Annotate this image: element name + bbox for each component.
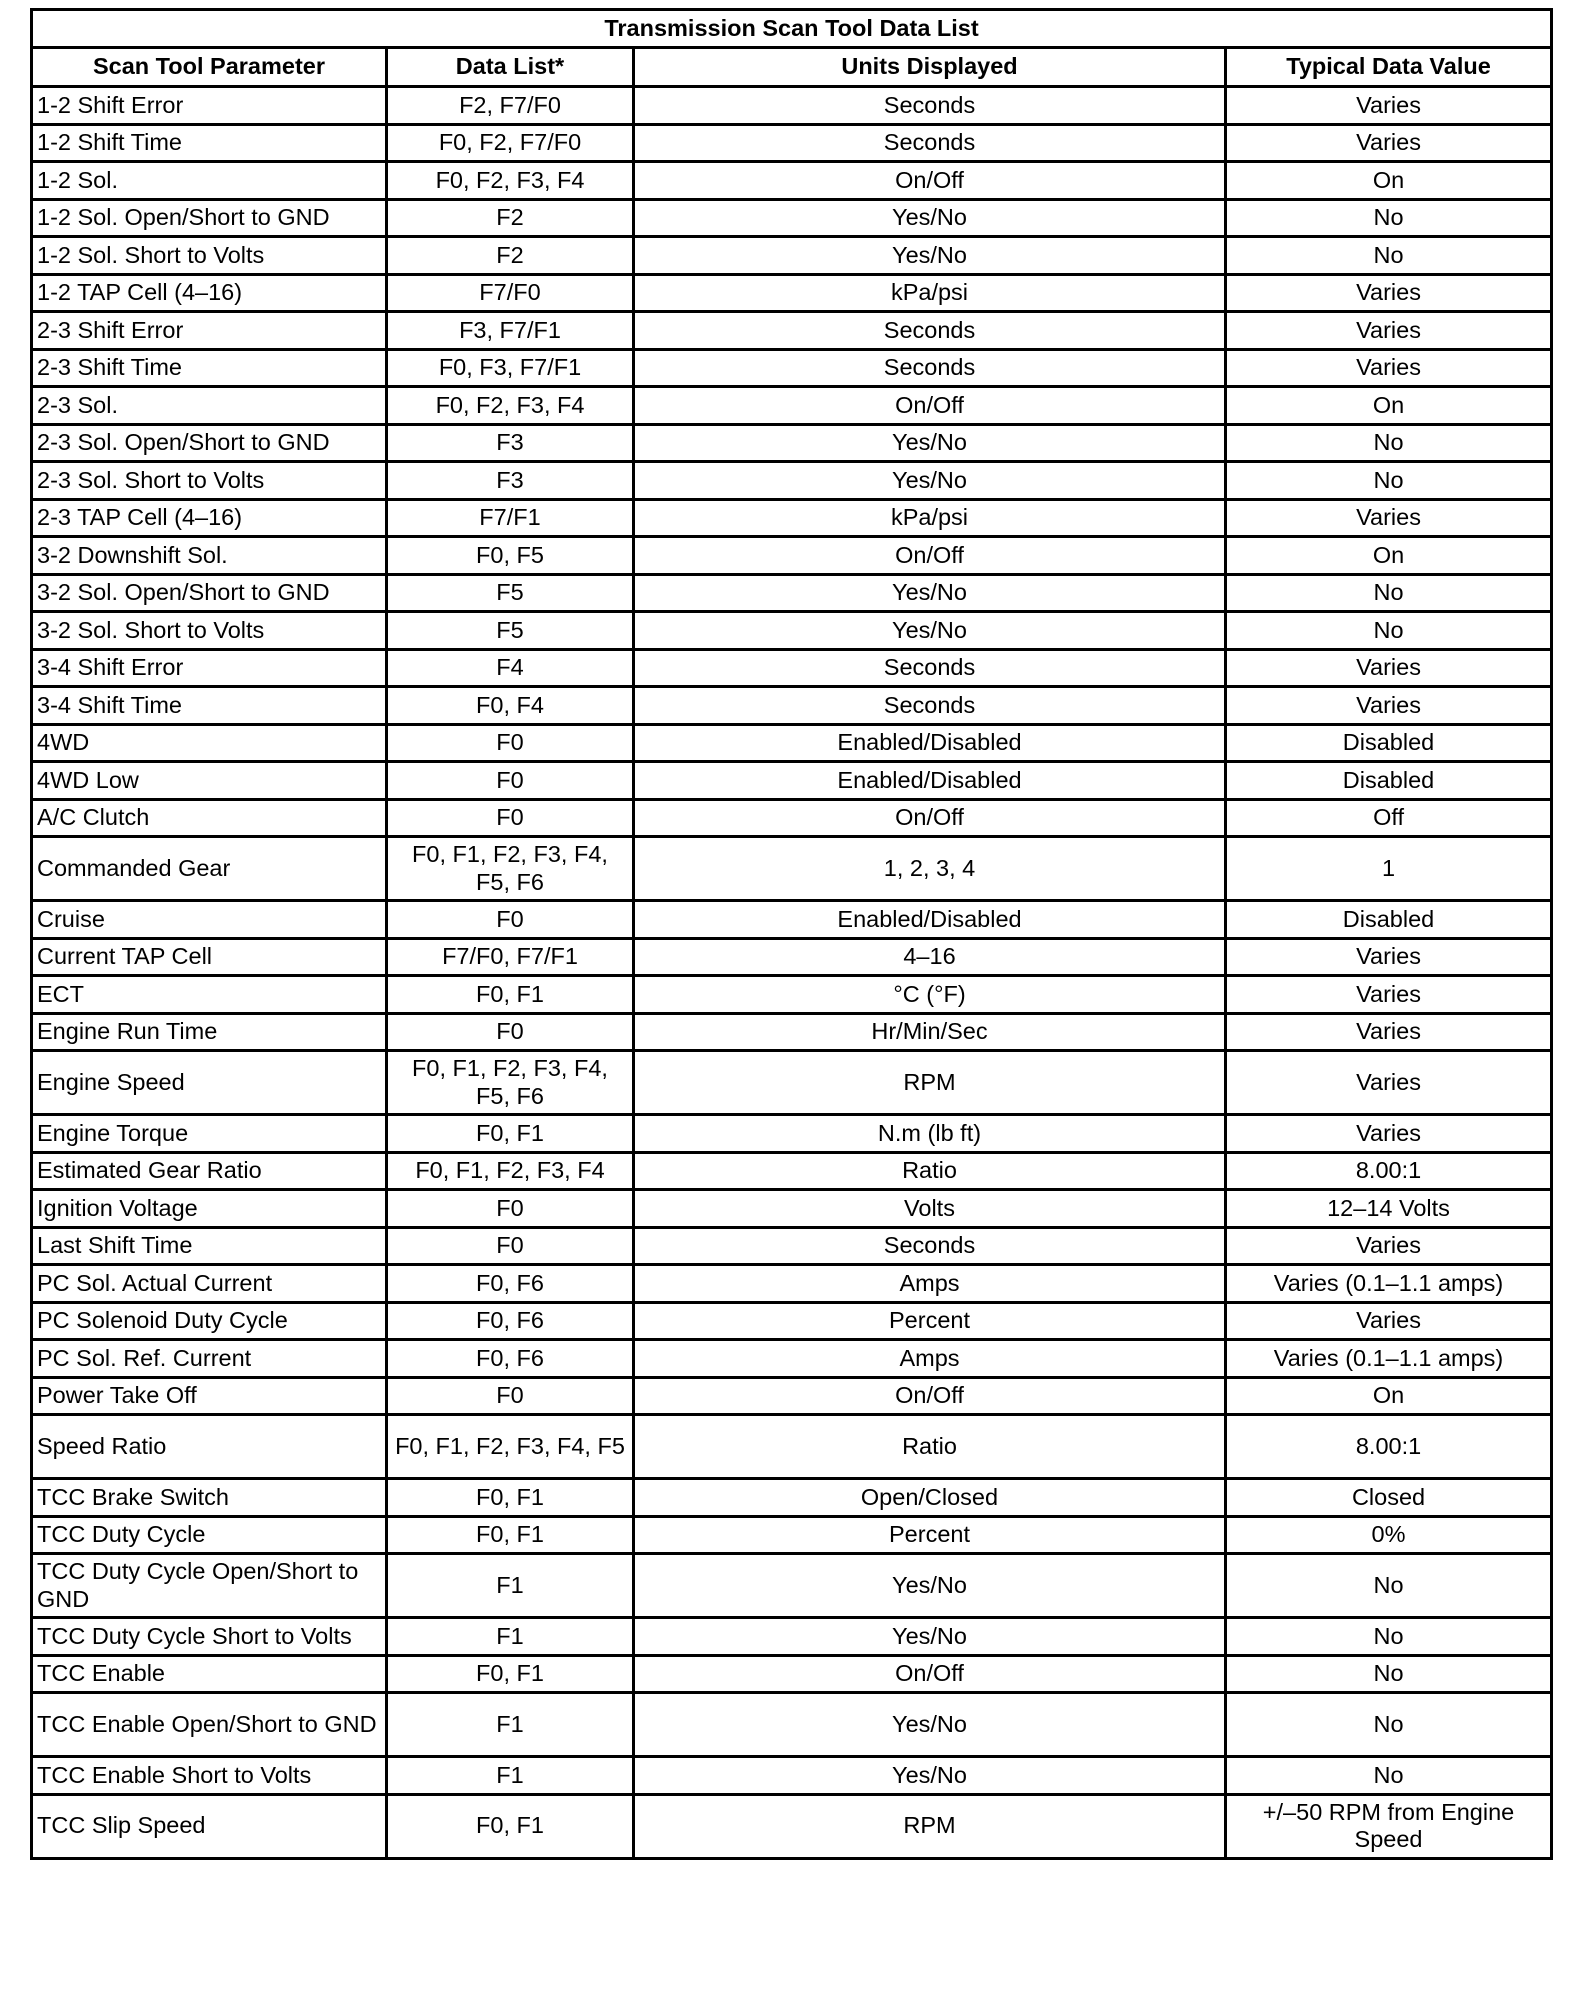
cell-parameter: 1-2 TAP Cell (4–16) — [32, 274, 387, 312]
column-header-units: Units Displayed — [634, 48, 1226, 87]
cell-units: 4–16 — [634, 938, 1226, 976]
cell-data-list: F0, F2, F7/F0 — [387, 124, 634, 162]
scan-tool-data-table — [30, 8, 1553, 1860]
cell-data-list: F0 — [387, 901, 634, 939]
cell-data-list: F7/F0, F7/F1 — [387, 938, 634, 976]
cell-data-list: F1 — [387, 1693, 634, 1757]
cell-data-list: F0, F1, F2, F3, F4, F5, F6 — [387, 1051, 634, 1115]
cell-parameter: 1-2 Sol. Open/Short to GND — [32, 199, 387, 237]
cell-typical-value: Disabled — [1226, 724, 1552, 762]
cell-typical-value: No — [1226, 574, 1552, 612]
cell-typical-value: No — [1226, 424, 1552, 462]
cell-units: Seconds — [634, 649, 1226, 687]
cell-parameter: Cruise — [32, 901, 387, 939]
table-row — [32, 124, 1552, 162]
cell-typical-value: Varies — [1226, 1227, 1552, 1265]
table-row — [32, 462, 1552, 500]
cell-typical-value: Varies — [1226, 976, 1552, 1014]
cell-typical-value: Varies — [1226, 938, 1552, 976]
cell-typical-value: Varies (0.1–1.1 amps) — [1226, 1265, 1552, 1303]
cell-data-list: F0, F1 — [387, 976, 634, 1014]
cell-data-list: F4 — [387, 649, 634, 687]
cell-parameter: A/C Clutch — [32, 799, 387, 837]
cell-units: Yes/No — [634, 199, 1226, 237]
cell-units: Amps — [634, 1265, 1226, 1303]
cell-units: Enabled/Disabled — [634, 901, 1226, 939]
cell-units: RPM — [634, 1794, 1226, 1858]
cell-typical-value: No — [1226, 462, 1552, 500]
cell-parameter: 2-3 Shift Time — [32, 349, 387, 387]
table-row — [32, 976, 1552, 1014]
cell-units: Yes/No — [634, 1693, 1226, 1757]
table-row — [32, 1152, 1552, 1190]
cell-parameter: 2-3 TAP Cell (4–16) — [32, 499, 387, 537]
cell-units: Seconds — [634, 1227, 1226, 1265]
cell-data-list: F5 — [387, 574, 634, 612]
cell-units: Seconds — [634, 312, 1226, 350]
table-row — [32, 387, 1552, 425]
cell-typical-value: Varies — [1226, 312, 1552, 350]
cell-data-list: F0, F1, F2, F3, F4, F5 — [387, 1415, 634, 1479]
cell-data-list: F0, F1 — [387, 1115, 634, 1153]
cell-units: Percent — [634, 1302, 1226, 1340]
cell-typical-value: No — [1226, 1757, 1552, 1795]
cell-data-list: F0, F1 — [387, 1516, 634, 1554]
cell-typical-value: +/–50 RPM from Engine Speed — [1226, 1794, 1552, 1858]
table-row — [32, 1377, 1552, 1415]
cell-data-list: F0, F5 — [387, 537, 634, 575]
cell-units: On/Off — [634, 1655, 1226, 1693]
cell-parameter: 2-3 Shift Error — [32, 312, 387, 350]
table-row — [32, 837, 1552, 901]
cell-parameter: TCC Enable Short to Volts — [32, 1757, 387, 1795]
table-body — [32, 87, 1552, 1859]
cell-units: Seconds — [634, 687, 1226, 725]
cell-units: Enabled/Disabled — [634, 724, 1226, 762]
cell-typical-value: Disabled — [1226, 901, 1552, 939]
cell-data-list: F0, F6 — [387, 1340, 634, 1378]
cell-parameter: 1-2 Shift Time — [32, 124, 387, 162]
cell-units: Enabled/Disabled — [634, 762, 1226, 800]
cell-typical-value: No — [1226, 1554, 1552, 1618]
cell-parameter: PC Sol. Actual Current — [32, 1265, 387, 1303]
cell-units: N.m (lb ft) — [634, 1115, 1226, 1153]
cell-data-list: F1 — [387, 1554, 634, 1618]
table-row — [32, 1655, 1552, 1693]
cell-units: Yes/No — [634, 574, 1226, 612]
cell-data-list: F3 — [387, 424, 634, 462]
table-row — [32, 87, 1552, 125]
table-row — [32, 1190, 1552, 1228]
cell-data-list: F0, F4 — [387, 687, 634, 725]
table-row — [32, 1618, 1552, 1656]
cell-typical-value: On — [1226, 387, 1552, 425]
cell-parameter: TCC Duty Cycle Open/Short to GND — [32, 1554, 387, 1618]
cell-data-list: F0, F1 — [387, 1794, 634, 1858]
table-row — [32, 312, 1552, 350]
cell-parameter: 1-2 Shift Error — [32, 87, 387, 125]
table-row — [32, 1227, 1552, 1265]
cell-parameter: 4WD — [32, 724, 387, 762]
table-title-row — [32, 10, 1552, 48]
cell-parameter: TCC Slip Speed — [32, 1794, 387, 1858]
table-row — [32, 199, 1552, 237]
cell-parameter: 3-2 Sol. Short to Volts — [32, 612, 387, 650]
cell-data-list: F0, F1, F2, F3, F4 — [387, 1152, 634, 1190]
cell-data-list: F3 — [387, 462, 634, 500]
cell-typical-value: 8.00:1 — [1226, 1152, 1552, 1190]
cell-data-list: F1 — [387, 1757, 634, 1795]
cell-parameter: Engine Speed — [32, 1051, 387, 1115]
table-row — [32, 537, 1552, 575]
cell-typical-value: No — [1226, 1618, 1552, 1656]
cell-units: Seconds — [634, 87, 1226, 125]
cell-typical-value: Varies — [1226, 349, 1552, 387]
table-row — [32, 274, 1552, 312]
table-row — [32, 349, 1552, 387]
cell-parameter: 3-2 Downshift Sol. — [32, 537, 387, 575]
table-row — [32, 1757, 1552, 1795]
cell-parameter: Power Take Off — [32, 1377, 387, 1415]
cell-units: On/Off — [634, 799, 1226, 837]
column-header-data-list: Data List* — [387, 48, 634, 87]
cell-typical-value: Varies — [1226, 87, 1552, 125]
cell-data-list: F0 — [387, 799, 634, 837]
cell-units: kPa/psi — [634, 499, 1226, 537]
cell-data-list: F2 — [387, 199, 634, 237]
cell-typical-value: On — [1226, 1377, 1552, 1415]
table-row — [32, 649, 1552, 687]
cell-typical-value: Varies — [1226, 1302, 1552, 1340]
table-row — [32, 762, 1552, 800]
table-row — [32, 574, 1552, 612]
cell-typical-value: Disabled — [1226, 762, 1552, 800]
cell-typical-value: Varies (0.1–1.1 amps) — [1226, 1340, 1552, 1378]
cell-data-list: F0, F1, F2, F3, F4, F5, F6 — [387, 837, 634, 901]
column-header-parameter: Scan Tool Parameter — [32, 48, 387, 87]
cell-typical-value: Varies — [1226, 274, 1552, 312]
table-row — [32, 424, 1552, 462]
cell-typical-value: Varies — [1226, 1013, 1552, 1051]
cell-typical-value: No — [1226, 612, 1552, 650]
cell-parameter: TCC Enable — [32, 1655, 387, 1693]
cell-parameter: TCC Enable Open/Short to GND — [32, 1693, 387, 1757]
cell-parameter: 3-4 Shift Error — [32, 649, 387, 687]
cell-typical-value: 0% — [1226, 1516, 1552, 1554]
cell-parameter: Estimated Gear Ratio — [32, 1152, 387, 1190]
cell-units: 1, 2, 3, 4 — [634, 837, 1226, 901]
table-row — [32, 799, 1552, 837]
cell-data-list: F0 — [387, 762, 634, 800]
cell-typical-value: On — [1226, 162, 1552, 200]
table-row — [32, 1554, 1552, 1618]
cell-data-list: F2 — [387, 237, 634, 275]
cell-typical-value: Closed — [1226, 1479, 1552, 1517]
cell-parameter: TCC Duty Cycle Short to Volts — [32, 1618, 387, 1656]
cell-data-list: F0, F3, F7/F1 — [387, 349, 634, 387]
table-title: Transmission Scan Tool Data List — [32, 10, 1552, 48]
cell-units: Yes/No — [634, 612, 1226, 650]
cell-parameter: Engine Run Time — [32, 1013, 387, 1051]
cell-units: °C (°F) — [634, 976, 1226, 1014]
cell-typical-value: Varies — [1226, 124, 1552, 162]
cell-parameter: 2-3 Sol. — [32, 387, 387, 425]
table-row — [32, 499, 1552, 537]
cell-parameter: TCC Brake Switch — [32, 1479, 387, 1517]
cell-units: RPM — [634, 1051, 1226, 1115]
cell-typical-value: No — [1226, 237, 1552, 275]
table-row — [32, 1415, 1552, 1479]
cell-typical-value: No — [1226, 1693, 1552, 1757]
cell-data-list: F3, F7/F1 — [387, 312, 634, 350]
cell-typical-value: Varies — [1226, 1115, 1552, 1153]
table-row — [32, 901, 1552, 939]
cell-units: On/Off — [634, 387, 1226, 425]
table-row — [32, 237, 1552, 275]
table-row — [32, 1516, 1552, 1554]
cell-parameter: Current TAP Cell — [32, 938, 387, 976]
cell-units: Yes/No — [634, 1757, 1226, 1795]
cell-data-list: F7/F0 — [387, 274, 634, 312]
cell-parameter: Speed Ratio — [32, 1415, 387, 1479]
cell-typical-value: Off — [1226, 799, 1552, 837]
cell-units: Yes/No — [634, 462, 1226, 500]
cell-units: Yes/No — [634, 424, 1226, 462]
table-header-row — [32, 48, 1552, 87]
cell-units: On/Off — [634, 1377, 1226, 1415]
cell-parameter: 4WD Low — [32, 762, 387, 800]
cell-parameter: 3-4 Shift Time — [32, 687, 387, 725]
cell-typical-value: 12–14 Volts — [1226, 1190, 1552, 1228]
table-row — [32, 724, 1552, 762]
cell-typical-value: On — [1226, 537, 1552, 575]
cell-data-list: F0, F2, F3, F4 — [387, 162, 634, 200]
table-row — [32, 687, 1552, 725]
cell-data-list: F2, F7/F0 — [387, 87, 634, 125]
table-row — [32, 1115, 1552, 1153]
cell-typical-value: 8.00:1 — [1226, 1415, 1552, 1479]
cell-data-list: F0, F6 — [387, 1302, 634, 1340]
cell-units: Amps — [634, 1340, 1226, 1378]
cell-typical-value: No — [1226, 199, 1552, 237]
cell-units: Seconds — [634, 349, 1226, 387]
cell-parameter: Commanded Gear — [32, 837, 387, 901]
cell-units: Ratio — [634, 1152, 1226, 1190]
table-row — [32, 1051, 1552, 1115]
cell-parameter: PC Solenoid Duty Cycle — [32, 1302, 387, 1340]
cell-data-list: F0 — [387, 1227, 634, 1265]
cell-data-list: F0, F1 — [387, 1655, 634, 1693]
cell-parameter: PC Sol. Ref. Current — [32, 1340, 387, 1378]
table-row — [32, 1479, 1552, 1517]
cell-units: Yes/No — [634, 1618, 1226, 1656]
table-row — [32, 1794, 1552, 1858]
cell-typical-value: No — [1226, 1655, 1552, 1693]
cell-data-list: F0, F1 — [387, 1479, 634, 1517]
cell-parameter: 1-2 Sol. Short to Volts — [32, 237, 387, 275]
cell-parameter: Last Shift Time — [32, 1227, 387, 1265]
table-row — [32, 938, 1552, 976]
cell-units: Percent — [634, 1516, 1226, 1554]
cell-parameter: 2-3 Sol. Open/Short to GND — [32, 424, 387, 462]
cell-units: On/Off — [634, 162, 1226, 200]
cell-units: Open/Closed — [634, 1479, 1226, 1517]
cell-data-list: F0 — [387, 1190, 634, 1228]
table-row — [32, 1693, 1552, 1757]
cell-parameter: 1-2 Sol. — [32, 162, 387, 200]
cell-units: Yes/No — [634, 1554, 1226, 1618]
cell-units: Ratio — [634, 1415, 1226, 1479]
cell-typical-value: 1 — [1226, 837, 1552, 901]
cell-units: Hr/Min/Sec — [634, 1013, 1226, 1051]
cell-units: Yes/No — [634, 237, 1226, 275]
cell-units: On/Off — [634, 537, 1226, 575]
cell-typical-value: Varies — [1226, 1051, 1552, 1115]
table-row — [32, 1340, 1552, 1378]
cell-parameter: Engine Torque — [32, 1115, 387, 1153]
cell-parameter: ECT — [32, 976, 387, 1014]
table-row — [32, 1302, 1552, 1340]
cell-data-list: F0 — [387, 724, 634, 762]
cell-parameter: Ignition Voltage — [32, 1190, 387, 1228]
table-row — [32, 1013, 1552, 1051]
cell-units: Volts — [634, 1190, 1226, 1228]
column-header-typical-value: Typical Data Value — [1226, 48, 1552, 87]
cell-units: kPa/psi — [634, 274, 1226, 312]
cell-data-list: F1 — [387, 1618, 634, 1656]
cell-data-list: F0, F6 — [387, 1265, 634, 1303]
cell-data-list: F5 — [387, 612, 634, 650]
cell-units: Seconds — [634, 124, 1226, 162]
cell-data-list: F7/F1 — [387, 499, 634, 537]
cell-data-list: F0 — [387, 1013, 634, 1051]
table-row — [32, 1265, 1552, 1303]
table-row — [32, 612, 1552, 650]
cell-parameter: 3-2 Sol. Open/Short to GND — [32, 574, 387, 612]
cell-parameter: TCC Duty Cycle — [32, 1516, 387, 1554]
cell-parameter: 2-3 Sol. Short to Volts — [32, 462, 387, 500]
cell-typical-value: Varies — [1226, 499, 1552, 537]
cell-data-list: F0, F2, F3, F4 — [387, 387, 634, 425]
cell-typical-value: Varies — [1226, 649, 1552, 687]
cell-data-list: F0 — [387, 1377, 634, 1415]
cell-typical-value: Varies — [1226, 687, 1552, 725]
table-row — [32, 162, 1552, 200]
